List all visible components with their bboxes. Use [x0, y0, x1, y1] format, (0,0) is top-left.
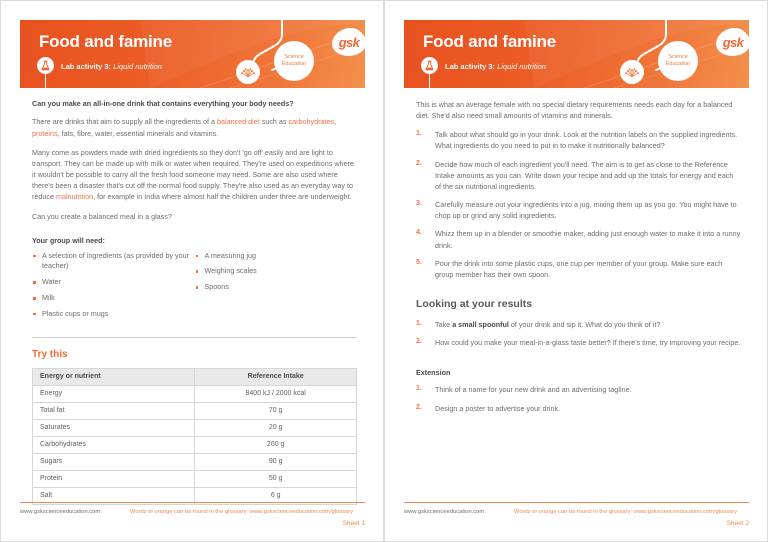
step-number: 4.: [416, 229, 422, 237]
question-number: 1.: [416, 320, 422, 328]
list-item: Plastic cups or mugs: [32, 309, 195, 320]
activity-label-text: Lab activity 3:: [445, 62, 496, 71]
page-2-footer: [404, 502, 749, 527]
gsk-logo: gsk: [716, 28, 749, 56]
list-item: [416, 159, 741, 192]
banner-connector-lines: [404, 20, 749, 88]
cell-intake: 20 g: [195, 419, 357, 436]
extension-number: 1.: [416, 385, 422, 393]
gsk-logo: gsk: [332, 28, 365, 56]
science-education-badge: [274, 41, 314, 81]
p2-part-a: Many come as powders made with dried ingredients so they don't 'go off' easily and are light to transport. They can be made up with milk or water when required. They're used on expeditions where it wouldn't be possible to carry all the fresh food someone may need. Some are also used where there's been a disaster that's cut off the normal food supply. They're also used as an everyday way to reduce: [32, 147, 354, 202]
banner-title: Food and famine: [39, 32, 173, 51]
cell-intake: 6 g: [195, 487, 357, 504]
cell-intake: 70 g: [195, 402, 357, 419]
list-item: A measuring jug: [195, 251, 358, 262]
page-2: [384, 0, 768, 542]
page-2-content: [416, 99, 741, 421]
activity-name-text: Liquid nutrition: [497, 62, 546, 71]
list-item: [416, 403, 741, 414]
list-item: Water: [32, 277, 195, 288]
method-steps-list: [416, 129, 741, 280]
table-row: [33, 470, 357, 487]
list-item: [416, 384, 741, 395]
banner-title: Food and famine: [423, 32, 557, 51]
lead-question: Can you make an all-in-one drink that contains everything your body needs?: [32, 99, 294, 108]
science-line-1: Science: [668, 54, 688, 60]
question-text-bold: a small spoonful: [452, 320, 509, 330]
paragraph-1: [32, 116, 357, 138]
cell-nutrient: Protein: [33, 470, 195, 487]
table-header-row: [33, 368, 357, 385]
activity-name-text: Liquid nutrition: [113, 62, 162, 71]
step-text: Carefully measure out your ingredients into a jug, mixing them up as you go. You might have to chop up or grind any solid ingredients.: [435, 200, 737, 221]
footer-website-link[interactable]: www.gskscienceeducation.com: [404, 509, 485, 515]
footer-website-link[interactable]: www.gskscienceeducation.com: [20, 509, 101, 515]
extension-number: 2.: [416, 403, 422, 411]
activity-label-text: Lab activity 3:: [61, 62, 112, 71]
cell-nutrient: Salt: [33, 487, 195, 504]
science-line-1: Science: [284, 54, 304, 60]
table-row: [33, 402, 357, 419]
science-line-2: Education: [281, 61, 307, 67]
p2-part-c: , for example in India where almost half the children under three are underweight.: [93, 192, 352, 202]
list-item: A selection of ingredients (as provided by your teacher): [32, 251, 195, 273]
page-1-footer: [20, 502, 365, 527]
section-divider: [32, 337, 357, 338]
cell-intake: 90 g: [195, 453, 357, 470]
sheet-number: Sheet 1: [342, 520, 365, 527]
banner-connector-lines: [20, 20, 365, 88]
footer-glossary-link[interactable]: Words in orange can be found in the glossary: www.gskscienceeducation.com/glossary: [130, 509, 354, 515]
science-line-2: Education: [665, 61, 691, 67]
p1-part-a: There are drinks that aim to supply all the ingredients of a: [32, 117, 217, 127]
footer-divider: [20, 502, 365, 503]
cell-intake: 260 g: [195, 436, 357, 453]
extension-heading: Extension: [416, 368, 451, 378]
page-1-content: [32, 99, 357, 505]
banner-swoosh-decor: [20, 20, 365, 88]
extension-text: Design a poster to advertise your drink.: [435, 403, 561, 413]
materials-list-right: [195, 251, 358, 293]
table-row: [33, 453, 357, 470]
table-row: [33, 419, 357, 436]
cell-nutrient: Sugars: [33, 453, 195, 470]
question-text-pre: Take: [435, 320, 453, 330]
list-item: [416, 199, 741, 221]
intro-paragraph: This is what an average female with no special dietary requirements needs each day for a balanced diet. She'd also need small amounts of vitamins and minerals.: [416, 100, 733, 121]
glossary-term-balanced-diet: balanced diet: [216, 117, 260, 127]
cell-nutrient: Saturates: [33, 419, 195, 436]
try-this-heading: Try this: [32, 348, 68, 360]
flask-icon: [421, 57, 438, 74]
footer-row: [404, 509, 749, 515]
science-education-badge: [658, 41, 698, 81]
banner-swoosh-decor: [404, 20, 749, 88]
table-row: [33, 385, 357, 402]
list-item: [416, 258, 741, 280]
cell-intake: 8400 kJ / 2000 kcal: [195, 385, 357, 402]
p1-part-e: ,: [334, 117, 337, 127]
materials-column-right: [195, 251, 358, 325]
p1-part-g: , fats, fibre, water, essential minerals and vitamins.: [57, 128, 219, 138]
footer-row: [20, 509, 365, 515]
table-row: [33, 436, 357, 453]
banner-activity-label: [445, 62, 546, 71]
materials-list-left: [32, 251, 195, 320]
paragraph-3: Can you create a balanced meal in a glass?: [32, 211, 172, 221]
extension-text: Think of a name for your new drink and an advertising tagline.: [435, 385, 632, 395]
cell-intake: 50 g: [195, 470, 357, 487]
footer-glossary-link[interactable]: Words in orange can be found in the glossary: www.gskscienceeducation.com/glossary: [514, 509, 738, 515]
cell-nutrient: Total fat: [33, 402, 195, 419]
list-item: Milk: [32, 293, 195, 304]
results-heading: Looking at your results: [416, 298, 533, 311]
question-number: 2.: [416, 338, 422, 346]
cell-nutrient: Energy: [33, 385, 195, 402]
flask-stem-decor: [429, 74, 430, 88]
column-header-nutrient: Energy or nutrient: [33, 368, 195, 385]
table-head: [33, 368, 357, 385]
flask-icon: [37, 57, 54, 74]
step-number: 5.: [416, 258, 422, 266]
list-item: [416, 319, 741, 330]
page-1-banner: [20, 20, 365, 88]
list-item: Weighing scales: [195, 266, 358, 277]
page-2-banner: [404, 20, 749, 88]
extension-list: [416, 384, 741, 413]
cell-nutrient: Carbohydrates: [33, 436, 195, 453]
list-item: [416, 129, 741, 151]
footer-divider: [404, 502, 749, 503]
glossary-term-proteins: proteins: [32, 128, 58, 138]
list-item: [416, 337, 741, 348]
p1-part-c: such as: [259, 117, 289, 127]
list-item: Spoons: [195, 282, 358, 293]
step-text: Pour the drink into some plastic cups, one cup per member of your group. Make sure each group member has their own spoon.: [435, 258, 723, 279]
molecule-icon: [236, 60, 260, 84]
reference-intake-table: [32, 368, 357, 505]
materials-column-left: [32, 251, 195, 325]
list-item: [416, 228, 741, 250]
step-text: Whizz them up in a blender or smoothie maker, adding just enough water to make it into a runny drink.: [435, 229, 741, 250]
step-number: 1.: [416, 130, 422, 138]
step-number: 3.: [416, 200, 422, 208]
question-text-post: of your drink and sip it. What do you think of it?: [508, 320, 661, 330]
step-text: Talk about what should go in your drink. Look at the nutrition labels on the supplied ingredients. What ingredients do you need to put in to make it nutritionally balanced?: [435, 130, 738, 151]
materials-heading: Your group will need:: [32, 235, 105, 245]
materials-columns: [32, 251, 357, 325]
glossary-term-carbohydrates: carbohydrates: [288, 117, 335, 127]
column-header-intake: Reference Intake: [195, 368, 357, 385]
results-questions-list: [416, 319, 741, 348]
paragraph-2: [32, 147, 357, 203]
sheet-number: Sheet 2: [726, 520, 749, 527]
banner-activity-label: [61, 62, 162, 71]
question-text: How could you make your meal-in-a-glass taste better? If there's time, try improving your recipe.: [435, 338, 741, 348]
table-body: [33, 385, 357, 504]
step-number: 2.: [416, 159, 422, 167]
molecule-icon: [620, 60, 644, 84]
step-text: Decide how much of each ingredient you'll need. The aim is to get as close to the Reference Intake amounts as you can. Write down your recipe and add up the totals for energy and each of the six nutritional ingredients.: [435, 159, 734, 191]
flask-stem-decor: [45, 74, 46, 88]
glossary-term-malnutrition: malnutrition: [55, 192, 94, 202]
